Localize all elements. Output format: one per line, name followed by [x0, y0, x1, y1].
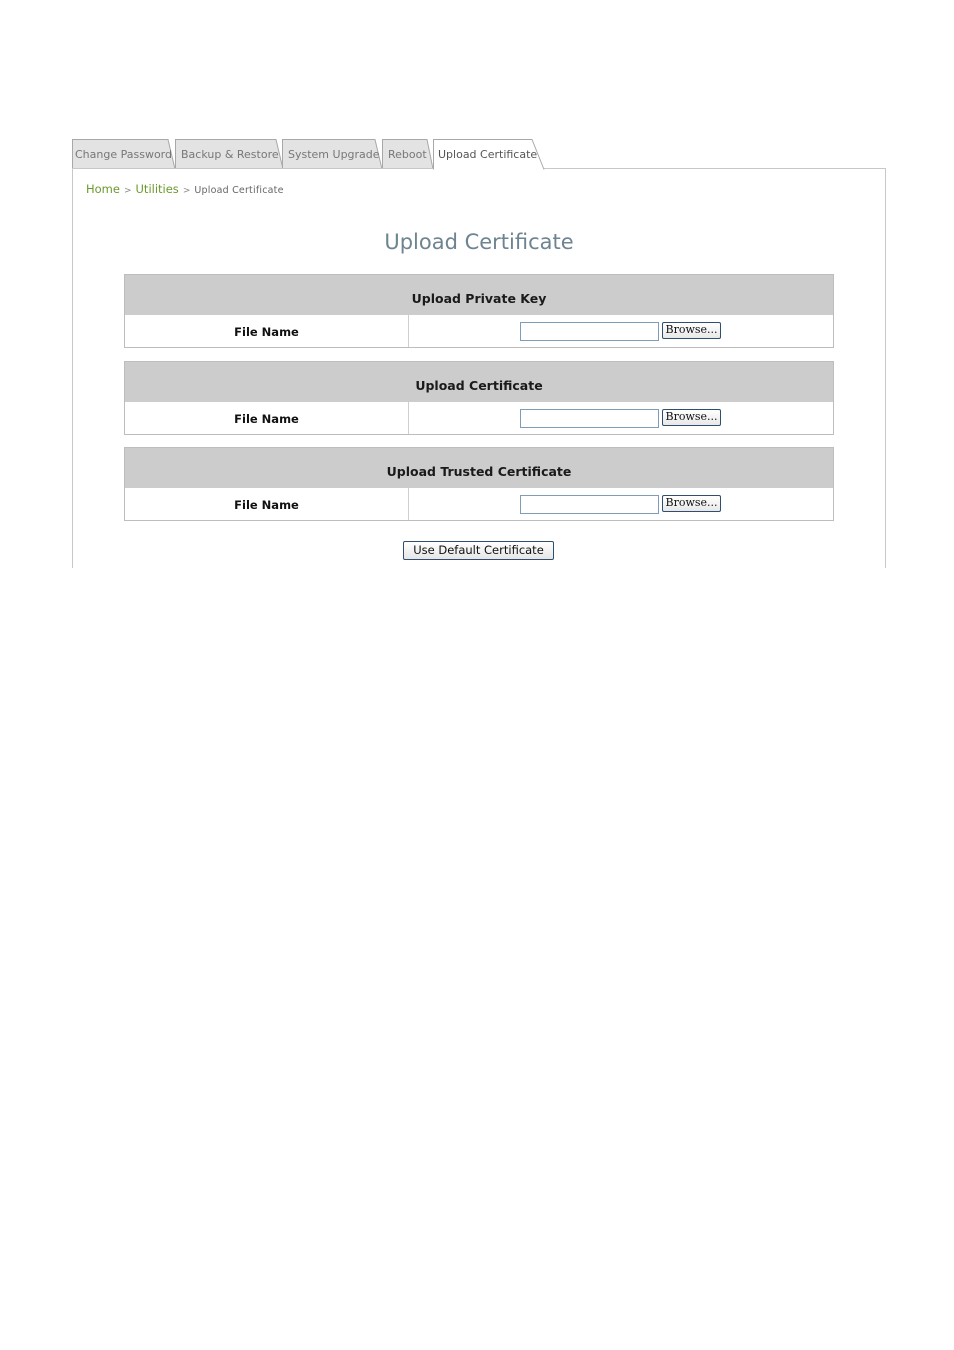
breadcrumb-utilities-link[interactable]: Utilities	[135, 182, 179, 196]
section-upload-trusted-certificate	[124, 447, 834, 521]
content-panel	[72, 168, 886, 568]
page-title: Upload Certificate	[384, 230, 574, 254]
section-upload-certificate	[124, 361, 834, 435]
tab-label: Upload Certificate	[438, 148, 538, 161]
section-title: Upload Private Key	[125, 275, 833, 315]
file-name-label: File Name	[125, 488, 409, 520]
section-upload-private-key	[124, 274, 834, 348]
tab-reboot[interactable]	[382, 138, 434, 169]
tab-backup-restore[interactable]	[175, 138, 284, 169]
certificate-file-input[interactable]	[520, 409, 659, 428]
tab-label: System Upgrade	[288, 148, 380, 161]
breadcrumb-separator: >	[123, 186, 132, 196]
tab-label: Change Password	[75, 148, 172, 161]
file-row	[125, 488, 833, 520]
file-cell	[409, 488, 833, 520]
file-row	[125, 402, 833, 434]
tab-label: Reboot	[388, 148, 427, 161]
breadcrumb-current: Upload Certificate	[194, 185, 284, 196]
breadcrumb-separator: >	[182, 186, 191, 196]
breadcrumb	[86, 182, 284, 196]
tab-change-password[interactable]	[72, 138, 176, 169]
use-default-certificate-button[interactable]: Use Default Certificate	[403, 541, 554, 560]
tab-strip	[72, 138, 552, 169]
tab-system-upgrade[interactable]	[282, 138, 383, 169]
trusted-certificate-file-input[interactable]	[520, 495, 659, 514]
tab-label: Backup & Restore	[181, 148, 279, 161]
file-cell	[409, 315, 833, 347]
file-row	[125, 315, 833, 347]
section-title: Upload Trusted Certificate	[125, 448, 833, 488]
private-key-file-input[interactable]	[520, 322, 659, 341]
section-title: Upload Certificate	[125, 362, 833, 402]
tab-upload-certificate[interactable]	[433, 138, 545, 169]
file-cell	[409, 402, 833, 434]
private-key-browse-button[interactable]: Browse...	[662, 322, 721, 339]
trusted-certificate-browse-button[interactable]: Browse...	[662, 495, 721, 512]
file-name-label: File Name	[125, 315, 409, 347]
file-name-label: File Name	[125, 402, 409, 434]
certificate-browse-button[interactable]: Browse...	[662, 409, 721, 426]
breadcrumb-home-link[interactable]: Home	[86, 182, 120, 196]
